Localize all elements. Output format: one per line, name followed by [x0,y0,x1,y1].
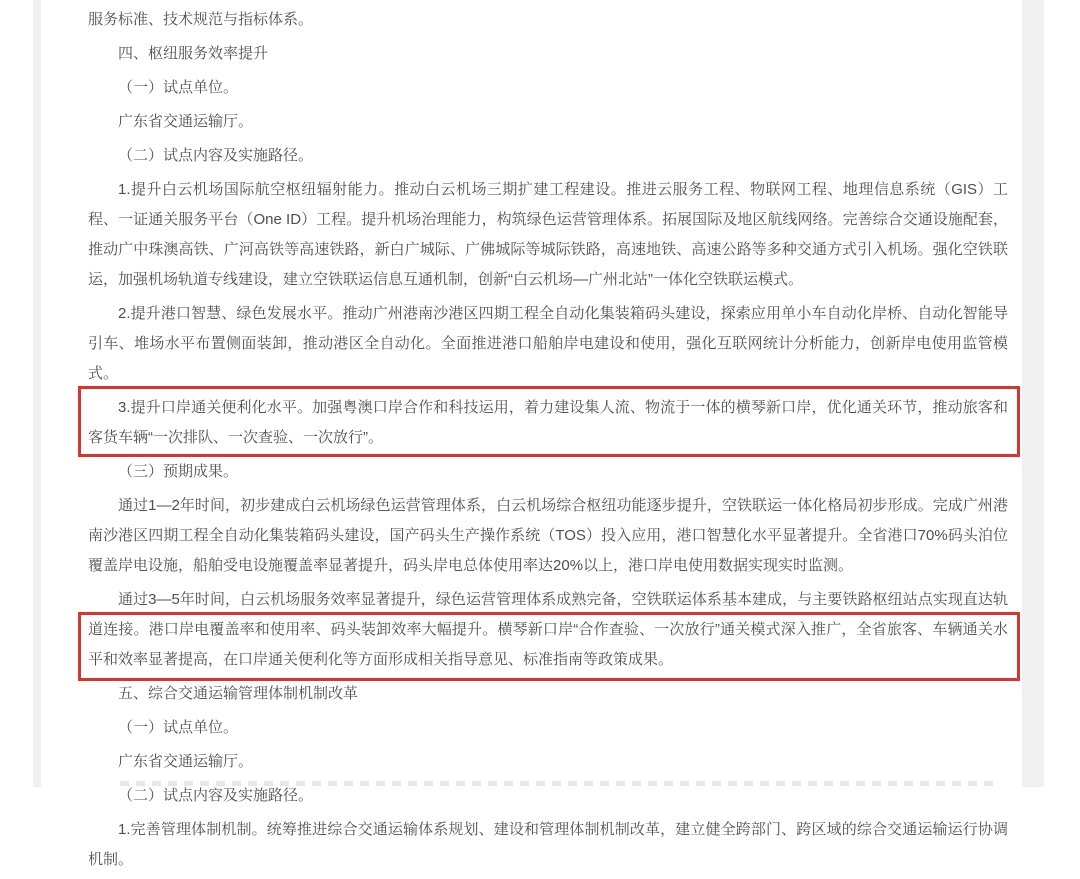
paragraph-results-1-2-years: 通过1—2年时间，初步建成白云机场绿色运营管理体系，白云机场综合枢纽功能逐步提升，空铁联运一体化格局初步形成。完成广州港南沙港区四期工程全自动化集装箱码头建设，国产码头生产操作系统（TOS）投入应用，港口智慧化水平显著提升。全省港口70%码头泊位覆盖岸电设施，船舶受电设施覆盖率显著提升，码头岸电总体使用率达20%以上，港口岸电使用数据实现实时监测。 [88,497,1008,574]
subheading-pilot-content-2: （二）试点内容及实施路径。 [118,787,314,804]
paragraph-smart-port: 2.提升港口智慧、绿色发展水平。推动广州港南沙港区四期工程全自动化集装箱码头建设，探索应用单小车自动化岸桥、自动化智能导引车、堆场水平布置侧面装卸，推动港区全自动化。全面推进港口船舶岸电建设和使用，强化互联网统计分析能力，创新岸电使用监管模式。 [88,305,1008,382]
clipped-text-fragment [120,781,1000,786]
paragraph-management-system: 1.完善管理体制机制。统筹推进综合交通运输体系规划、建设和管理体制机制改革，建立健全跨部门、跨区域的综合交通运输运行协调机制。 [88,821,1008,868]
highlighted-passage-results [88,585,1008,675]
subheading-pilot-content: （二）试点内容及实施路径。 [118,147,314,164]
pilot-unit-name: 广东省交通运输厅。 [118,113,254,130]
paragraph-customs-facilitation: 3.提升口岸通关便利化水平。加强粤澳口岸合作和科技运用，着力建设集人流、物流于一体的横琴新口岸，优化通关环节，推动旅客和客货车辆“一次排队、一次查验、一次放行”。 [88,399,1008,446]
scrollbar-track[interactable] [1022,0,1044,787]
highlighted-passage-customs [88,393,1008,453]
section-heading-5: 五、综合交通运输管理体制机制改革 [118,685,359,702]
article-body [88,0,1008,879]
page-edge-strip-left [33,0,41,787]
subheading-expected-results: （三）预期成果。 [118,463,239,480]
paragraph-airport-hub: 1.提升白云机场国际航空枢纽辐射能力。推动白云机场三期扩建工程建设。推进云服务工程、物联网工程、地理信息系统（GIS）工程、一证通关服务平台（One ID）工程。提升机场治理能力，构筑绿色运营管理体系。拓展国际及地区航线网络。完善综合交通设施配套，推动广中珠澳高铁、广河高铁等高速铁路，新白广城际、广佛城际等城际铁路，高速地铁、高速公路等多种交通方式引入机场。强化空铁联运，加强机场轨道专线建设，建立空铁联运信息互通机制，创新“白云机场—广州北站”一体化空铁联运模式。 [88,181,1008,288]
pilot-unit-name-2: 广东省交通运输厅。 [118,753,254,770]
paragraph-results-3-5-years: 通过3—5年时间，白云机场服务效率显著提升，绿色运营管理体系成熟完备，空铁联运体系基本建成，与主要铁路枢纽站点实现直达轨道连接。港口岸电覆盖率和使用率、码头装卸效率大幅提升。横琴新口岸“合作查验、一次放行”通关模式深入推广，全省旅客、车辆通关水平和效率显著提高，在口岸通关便利化等方面形成相关指导意见、标准指南等政策成果。 [88,591,1008,668]
subheading-pilot-unit: （一）试点单位。 [118,79,239,96]
subheading-pilot-unit-2: （一）试点单位。 [118,719,239,736]
paragraph-continuation: 服务标准、技术规范与指标体系。 [88,11,314,28]
section-heading-4: 四、枢纽服务效率提升 [118,45,269,62]
